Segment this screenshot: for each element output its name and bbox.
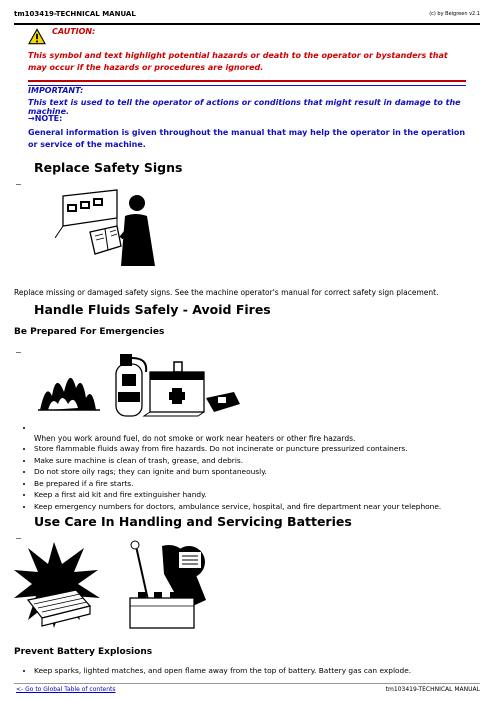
important-title: IMPORTANT: [28, 85, 466, 95]
caution-block [28, 26, 466, 82]
list-item: • Keep emergency numbers for doctors, ambulance service, hospital, and fire department near your telephone. [34, 501, 441, 513]
page-footer [14, 683, 480, 696]
battery-explosion-illustration [14, 540, 214, 630]
list-item: • Make sure machine is clean of trash, grease, and debris. [34, 455, 441, 467]
list-item: • Store flammable fluids away from fire hazards. Do not incinerate or puncture pressurized containers. [34, 443, 441, 455]
subheading-battery-explosions: Prevent Battery Explosions [14, 647, 153, 657]
divider [16, 538, 21, 539]
section-heading-batteries: Use Care In Handling and Servicing Batteries [34, 514, 352, 529]
footer-manual-title: tm103419-TECHNICAL MANUAL [385, 686, 480, 693]
list-item: • Be prepared if a fire starts. [34, 478, 441, 490]
fluids-bullet-list-2 [22, 443, 441, 513]
subheading-emergencies: Be Prepared For Emergencies [14, 327, 165, 337]
safety-sign-illustration [55, 188, 175, 270]
header-credit: (c) by Beigreen v2.1 [429, 11, 480, 17]
safety-signs-text: Replace missing or damaged safety signs. See the machine operator's manual for correct safety sign placement. [14, 288, 439, 297]
warning-triangle-icon [28, 28, 46, 45]
divider [16, 184, 21, 185]
list-item: • Do not store oily rags; they can ignite and burn spontaneously. [34, 466, 441, 478]
caution-text: This symbol and text highlight potential hazards or death to the operator or bystanders that may occur if the hazards or procedures are ignored. [28, 51, 448, 72]
page-header [14, 9, 480, 25]
important-text: This text is used to tell the operator of actions or conditions that might result in damage to the machine. [28, 98, 461, 116]
fluids-bullet-list [22, 422, 34, 434]
fluids-first-line: When you work around fuel, do not smoke or work near heaters or other fire hazards. [34, 434, 356, 443]
manual-title: tm103419-TECHNICAL MANUAL [14, 10, 136, 18]
divider [16, 352, 21, 353]
fire-emergency-illustration [38, 352, 243, 420]
caution-title: CAUTION: [52, 27, 96, 36]
toc-link[interactable]: <- Go to Global Table of contents [16, 686, 116, 693]
list-item: • Keep sparks, lighted matches, and open flame away from the top of battery. Battery gas can explode. [34, 665, 411, 677]
note-text: General information is given throughout the manual that may help the operator in the operation or service of the machine. [28, 128, 466, 149]
note-title: →NOTE: [28, 114, 63, 123]
section-heading-safety-signs: Replace Safety Signs [34, 160, 183, 175]
list-item: • Keep a first aid kit and fire extinguisher handy. [34, 489, 441, 501]
section-heading-fluids: Handle Fluids Safely - Avoid Fires [34, 302, 271, 317]
battery-bullet-list [22, 665, 411, 677]
